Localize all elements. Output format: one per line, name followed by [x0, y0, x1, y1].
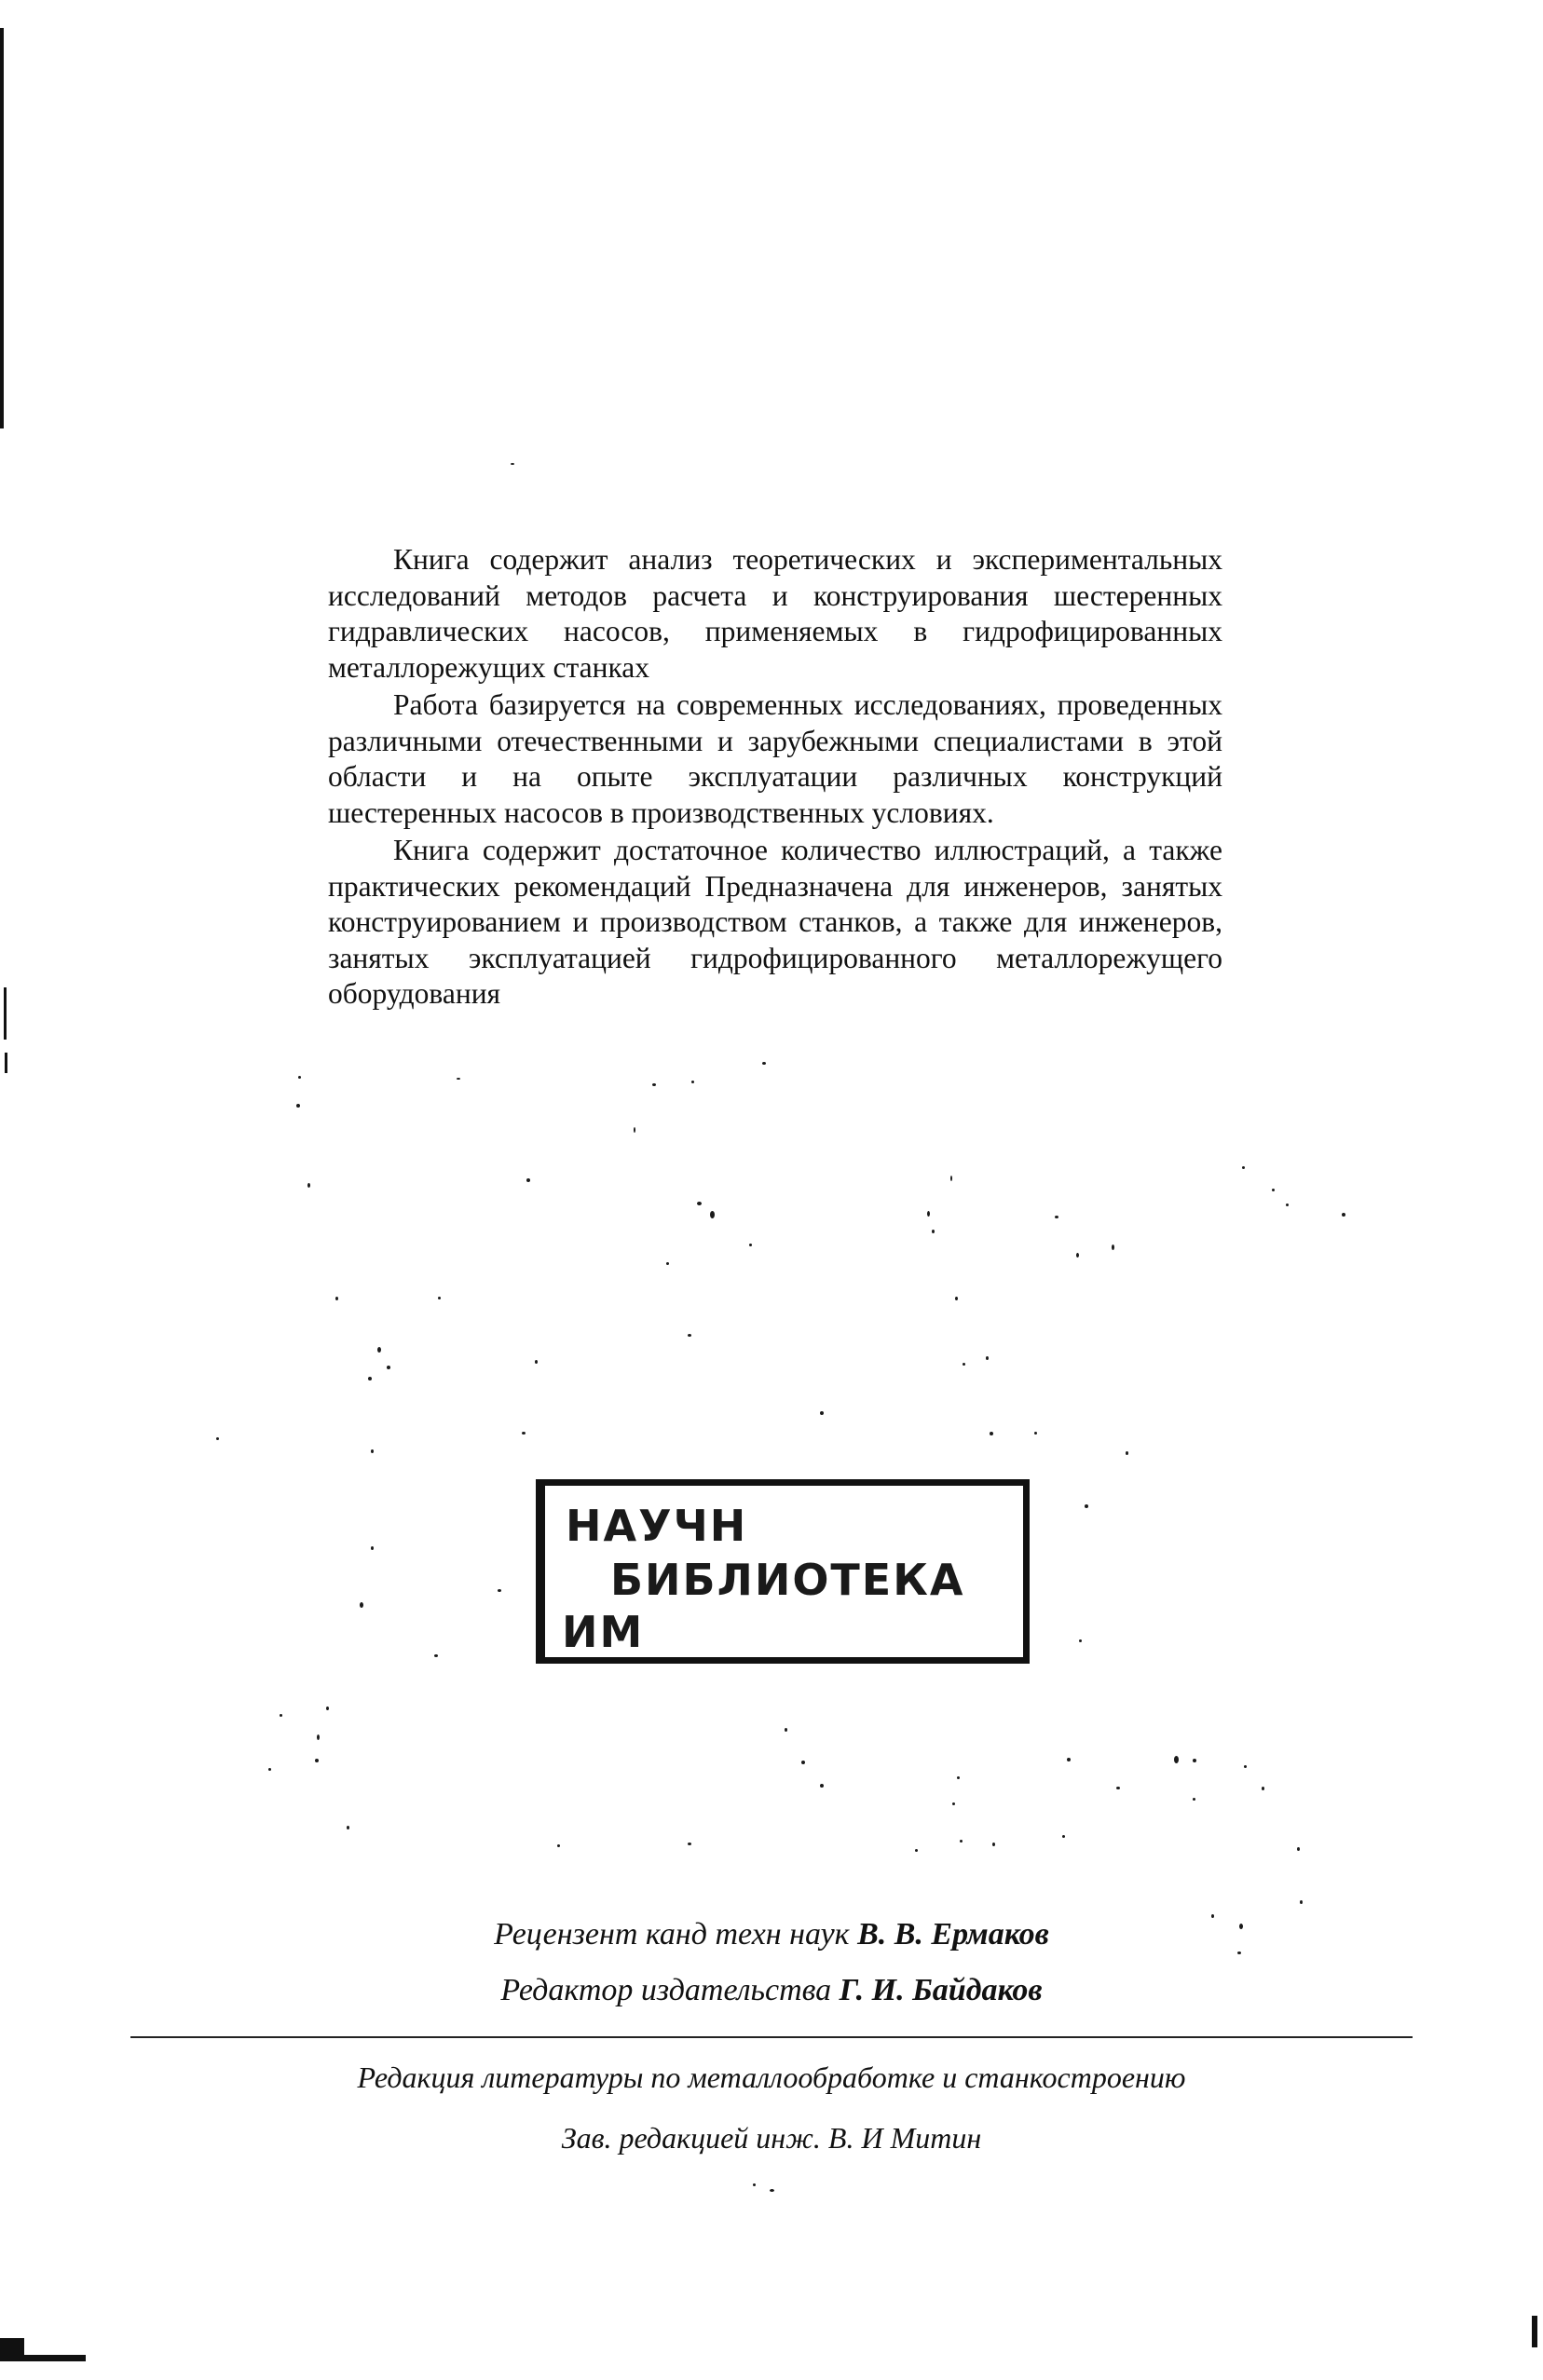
- library-stamp: [536, 1479, 1030, 1664]
- scan-speck: [1244, 1765, 1247, 1768]
- scan-speck: [1067, 1758, 1071, 1761]
- scan-speck: [1342, 1213, 1345, 1217]
- stamp-line: ИМ: [562, 1607, 645, 1657]
- scan-speck: [915, 1849, 918, 1852]
- scan-speck: [377, 1347, 381, 1353]
- editor-name: Г. И. Байдаков: [839, 1973, 1043, 2007]
- scan-speck: [652, 1083, 656, 1086]
- scan-speck: [315, 1759, 319, 1762]
- scan-speck: [326, 1707, 329, 1710]
- scan-speck: [801, 1761, 805, 1764]
- scan-speck: [1297, 1847, 1300, 1851]
- scan-edge-mark: [1532, 2316, 1537, 2347]
- scan-speck: [216, 1437, 219, 1440]
- stamp-line: БИБЛИОТЕКА: [610, 1555, 965, 1605]
- scan-speck: [957, 1776, 960, 1779]
- stamp-line: НАУЧН: [566, 1501, 748, 1551]
- scan-speck: [952, 1802, 955, 1805]
- abstract-paragraph: Книга содержит анализ теоретических и экспериментальных исследований методов расчета и конструирования шестеренных гидравлических насосов, применяемых в гидрофицированных металлорежущих станках: [328, 543, 1222, 684]
- scan-speck: [1272, 1189, 1275, 1191]
- scan-speck: [526, 1178, 530, 1182]
- scan-speck: [1079, 1639, 1082, 1642]
- scan-speck: [557, 1844, 560, 1847]
- scan-speck: [762, 1062, 766, 1065]
- scan-speck: [950, 1176, 952, 1181]
- scan-speck: [1116, 1787, 1120, 1789]
- scan-speck: [298, 1076, 301, 1079]
- scan-speck: [1239, 1924, 1243, 1929]
- scan-speck: [1174, 1756, 1179, 1763]
- scan-speck: [927, 1211, 930, 1217]
- scan-speck: [1076, 1253, 1079, 1258]
- scan-speck: [1262, 1787, 1264, 1790]
- scan-speck: [371, 1449, 374, 1453]
- scan-speck: [986, 1356, 989, 1360]
- editor-role: Редактор издательства: [500, 1973, 832, 2007]
- scan-speck: [1211, 1914, 1214, 1918]
- scan-speck: [688, 1334, 691, 1337]
- scan-speck: [820, 1411, 824, 1415]
- scan-speck: [697, 1202, 702, 1205]
- scan-speck: [770, 2189, 774, 2192]
- scan-speck: [634, 1127, 635, 1133]
- scan-speck: [1242, 1166, 1245, 1169]
- scan-speck: [932, 1230, 935, 1233]
- scan-corner-mark: [0, 2338, 24, 2357]
- scan-speck: [1085, 1504, 1088, 1508]
- scan-edge-mark: [4, 987, 7, 1040]
- scan-speck: [335, 1297, 338, 1300]
- scan-speck: [710, 1211, 715, 1218]
- scan-speck: [749, 1244, 752, 1246]
- scan-speck: [1193, 1798, 1195, 1801]
- department-head: Зав. редакцией инж. В. И Митин: [561, 2121, 982, 2155]
- scan-speck: [535, 1360, 538, 1364]
- editor-credit: [0, 1973, 1543, 2008]
- scan-speck: [960, 1840, 963, 1843]
- abstract-paragraph: Книга содержит достаточное количество иллюстраций, а также практических рекомендаций Предназначена для инженеров, занятых конструированием и производством станков, а также для инженеров, занятых эксплуатацией гидрофицированного металлорежущего оборудования: [328, 834, 1222, 1010]
- scan-speck: [785, 1728, 787, 1732]
- scan-speck: [753, 2183, 756, 2186]
- scan-speck: [666, 1262, 669, 1265]
- scan-speck: [1193, 1759, 1196, 1762]
- scan-speck: [296, 1104, 300, 1108]
- scan-speck: [955, 1297, 958, 1300]
- scan-speck: [990, 1432, 993, 1435]
- scan-speck: [498, 1589, 501, 1592]
- scan-speck: [522, 1432, 526, 1435]
- scan-speck: [368, 1377, 372, 1380]
- scan-speck: [280, 1714, 282, 1717]
- scan-edge-mark: [0, 28, 4, 428]
- scan-speck: [360, 1602, 363, 1608]
- scan-speck: [1112, 1244, 1114, 1250]
- book-abstract: [328, 542, 1222, 1014]
- scan-speck: [511, 463, 514, 465]
- scan-speck: [438, 1297, 441, 1299]
- scan-speck: [387, 1366, 390, 1369]
- scan-speck: [1034, 1432, 1037, 1435]
- scan-speck: [1300, 1900, 1303, 1904]
- divider-line: [130, 2036, 1413, 2038]
- scan-speck: [1286, 1204, 1289, 1206]
- scan-speck: [820, 1784, 824, 1788]
- editorial-department: Редакция литературы по металлообработке и станкостроению: [357, 2060, 1186, 2094]
- scan-speck: [317, 1734, 320, 1740]
- scan-speck: [371, 1546, 374, 1550]
- scan-speck: [1055, 1216, 1058, 1218]
- reviewer-role: Рецензент канд техн наук: [494, 1917, 850, 1952]
- scan-speck: [434, 1654, 438, 1657]
- scan-speck: [691, 1081, 694, 1083]
- abstract-paragraph: Работа базируется на современных исследованиях, проведенных различными отечественными и зарубежными специалистами в этой области и на опыте эксплуатации различных конструкций шестеренных насосов в производственных условиях.: [328, 688, 1222, 829]
- scan-speck: [688, 1843, 691, 1845]
- reviewer-credit: [0, 1917, 1543, 1952]
- scan-speck: [457, 1078, 460, 1080]
- scan-speck: [1126, 1451, 1128, 1455]
- scan-speck: [1237, 1952, 1241, 1954]
- scan-speck: [992, 1843, 995, 1846]
- scan-speck: [307, 1183, 310, 1188]
- scan-speck: [963, 1363, 965, 1366]
- scan-edge-mark: [5, 1053, 7, 1073]
- reviewer-name: В. В. Ермаков: [857, 1917, 1049, 1952]
- scan-speck: [347, 1826, 349, 1829]
- scan-speck: [268, 1768, 271, 1771]
- scan-speck: [1062, 1835, 1065, 1838]
